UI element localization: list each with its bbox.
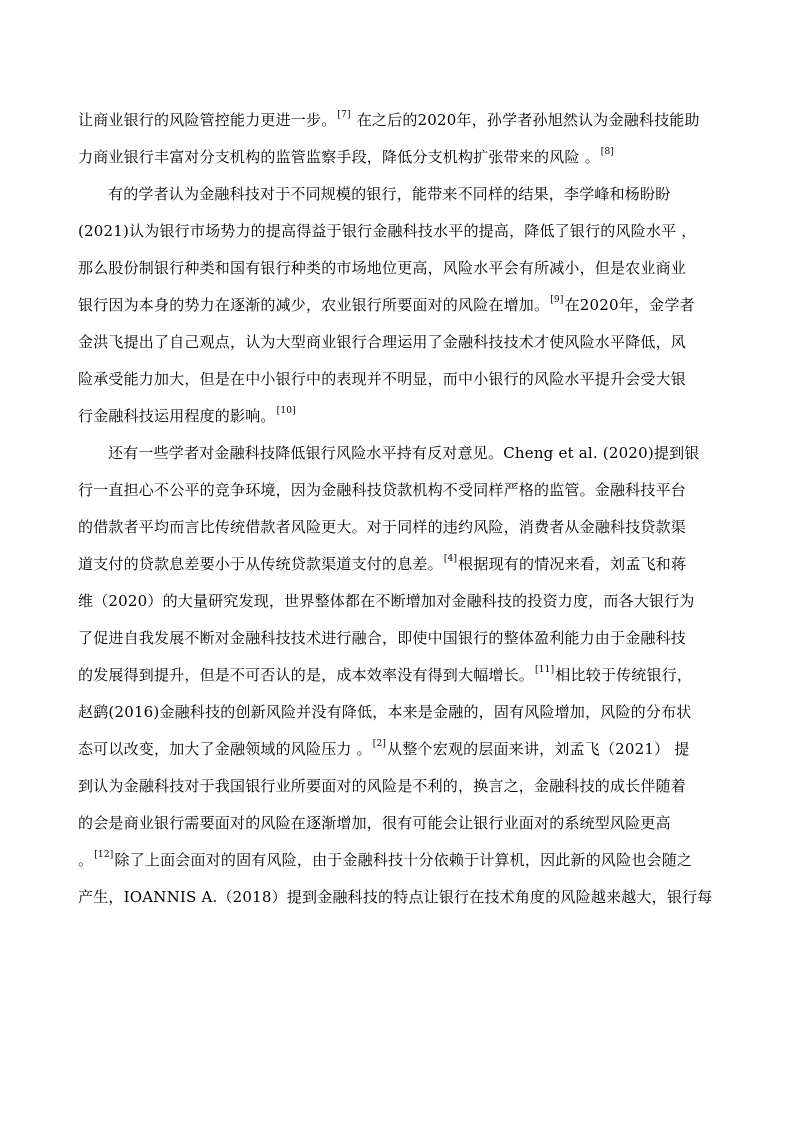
text-segment: 。 (78, 851, 94, 869)
text-line (78, 509, 716, 546)
text-segment: 有的学者认为金融科技对于不同规模的银行，能带来不同样的结果，李学峰和杨盼盼 (108, 185, 671, 203)
text-line (78, 620, 716, 657)
text-line (78, 583, 716, 620)
citation-marker: [2] (372, 739, 387, 749)
text-segment: 道支付的贷款息差要小于从传统贷款渠道支付的息差。 (78, 555, 443, 573)
text-segment: 银行因为本身的势力在逐渐的减少，农业银行所要面对的风险在增加。 (78, 296, 550, 314)
text-segment: 赵鹞(2016)金融科技的创新风险并没有降低，本来是金融的，固有风险增加，风险的分布状 (78, 703, 692, 721)
text-segment: 除了上面会面对的固有风险，由于金融科技十分依赖于计算机，因此新的风险也会随之 (114, 851, 693, 869)
text-line (78, 139, 716, 176)
text-line (78, 879, 716, 916)
text-segment: 行一直担心不公平的竞争环境，因为金融科技贷款机构不受同样严格的监管。金融科技平台 (78, 481, 687, 499)
text-segment: 相比较于传统银行， (555, 666, 693, 684)
text-line (78, 250, 716, 287)
text-segment: 的借款者平均而言比传统借款者风险更大。对于同样的违约风险，消费者从金融科技贷款渠 (78, 518, 687, 536)
text-line (78, 546, 716, 583)
citation-marker: [8] (600, 147, 615, 157)
paragraph (78, 176, 716, 435)
text-segment: 还有一些学者对金融科技降低银行风险水平持有反对意见。Cheng et al. (2020)提到银 (108, 444, 700, 462)
text-line (78, 435, 716, 472)
citation-marker: [7] (337, 110, 351, 120)
text-line (78, 842, 716, 879)
text-segment: 产生，IOANNIS A.（2018）提到金融科技的特点让银行在技术角度的风险越来越大，银行每 (78, 888, 713, 906)
text-segment: 的发展得到提升，但是不可否认的是，成本效率没有得到大幅增长。 (78, 666, 535, 684)
paragraph (78, 102, 716, 176)
text-line (78, 694, 716, 731)
text-line (78, 805, 716, 842)
text-segment: 从整个宏观的层面来讲，刘孟飞（2021） 提 (387, 740, 690, 758)
citation-marker: [9] (550, 295, 564, 305)
body-text (78, 102, 716, 916)
text-segment: 的会是商业银行需要面对的风险在逐渐增加，很有可能会让银行业面对的系统型风险更高 (78, 814, 671, 832)
text-segment: 根据现有的情况来看，刘孟飞和蒋 (458, 555, 687, 573)
text-segment: 在之后的2020年，孙学者孙旭然认为金融科技能助 (351, 111, 700, 129)
text-segment: 到认为金融科技对于我国银行业所要面对的风险是不利的，换言之，金融科技的成长伴随着 (78, 777, 687, 795)
citation-marker: [11] (535, 665, 555, 675)
text-line (78, 657, 716, 694)
citation-marker: [12] (94, 850, 114, 860)
text-segment: 险承受能力加大，但是在中小银行中的表现并不明显，而中小银行的风险水平提升会受大银 (78, 370, 687, 388)
text-segment: 那么股份制银行种类和国有银行种类的市场地位更高，风险水平会有所减小，但是农业商业 (78, 259, 687, 277)
citation-marker: [4] (443, 554, 458, 564)
text-line (78, 361, 716, 398)
text-line (78, 102, 716, 139)
text-segment: 在2020年，金学者 (564, 296, 695, 314)
text-line (78, 398, 716, 435)
text-line (78, 324, 716, 361)
text-line (78, 287, 716, 324)
text-segment: 让商业银行的风险管控能力更进一步。 (78, 111, 337, 129)
text-line (78, 213, 716, 250)
paragraph (78, 435, 716, 916)
text-line (78, 768, 716, 805)
text-line (78, 472, 716, 509)
text-line (78, 176, 716, 213)
text-segment: (2021)认为银行市场势力的提高得益于银行金融科技水平的提高，降低了银行的风险水平 ， (78, 222, 697, 240)
text-segment: 维（2020）的大量研究发现，世界整体都在不断增加对金融科技的投资力度，而各大银行为 (78, 592, 695, 610)
text-segment: 力商业银行丰富对分支机构的监管监察手段，降低分支机构扩张带来的风险 。 (78, 148, 600, 166)
citation-marker: [10] (276, 406, 296, 416)
text-segment: 金洪飞提出了自己观点，认为大型商业银行合理运用了金融科技技术才使风险水平降低，风 (78, 333, 687, 351)
text-segment: 态可以改变，加大了金融领域的风险压力 。 (78, 740, 372, 758)
text-segment: 行金融科技运用程度的影响。 (78, 407, 276, 425)
text-segment: 了促进自我发展不断对金融科技技术进行融合，即使中国银行的整体盈利能力由于金融科技 (78, 629, 687, 647)
text-line (78, 731, 716, 768)
